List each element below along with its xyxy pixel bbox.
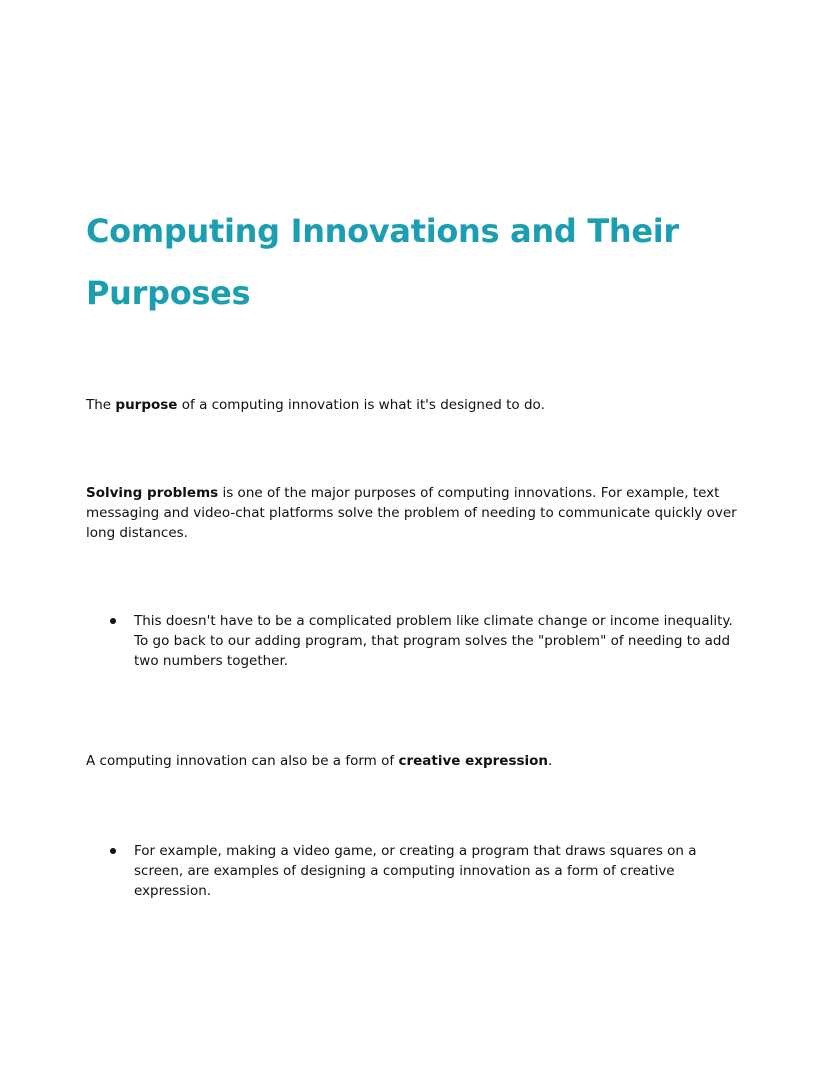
purpose-paragraph	[86, 395, 746, 415]
list-item	[134, 841, 734, 901]
bullet-text: This doesn't have to be a complicated problem like climate change or income inequality. To go back to our adding program, that program solves the "problem" of needing to add two numbers together.	[134, 613, 733, 669]
purpose-text-before: The	[86, 397, 116, 413]
bullet-icon	[110, 618, 116, 624]
creative-expression-paragraph	[86, 751, 746, 771]
solving-problems-text: is one of the major purposes of computing innovations. For example, text messaging and video-chat platforms solve the problem of needing to communicate quickly over long distances.	[86, 485, 737, 541]
solving-problems-bold-term: Solving problems	[86, 485, 219, 501]
solving-problems-paragraph	[86, 483, 746, 543]
creative-text-after: .	[548, 753, 553, 769]
list-item	[134, 611, 734, 671]
purpose-bold-term: purpose	[115, 397, 178, 413]
creative-expression-bold-term: creative expression	[398, 753, 549, 769]
page-title: Computing Innovations and Their Purposes	[86, 212, 679, 312]
bullet-icon	[110, 848, 116, 854]
bullet-text: For example, making a video game, or creating a program that draws squares on a screen, are examples of designing a computing innovation as a form of creative expression.	[134, 843, 697, 899]
creative-text-before: A computing innovation can also be a form of	[86, 753, 399, 769]
purpose-text-after: of a computing innovation is what it's designed to do.	[177, 397, 545, 413]
